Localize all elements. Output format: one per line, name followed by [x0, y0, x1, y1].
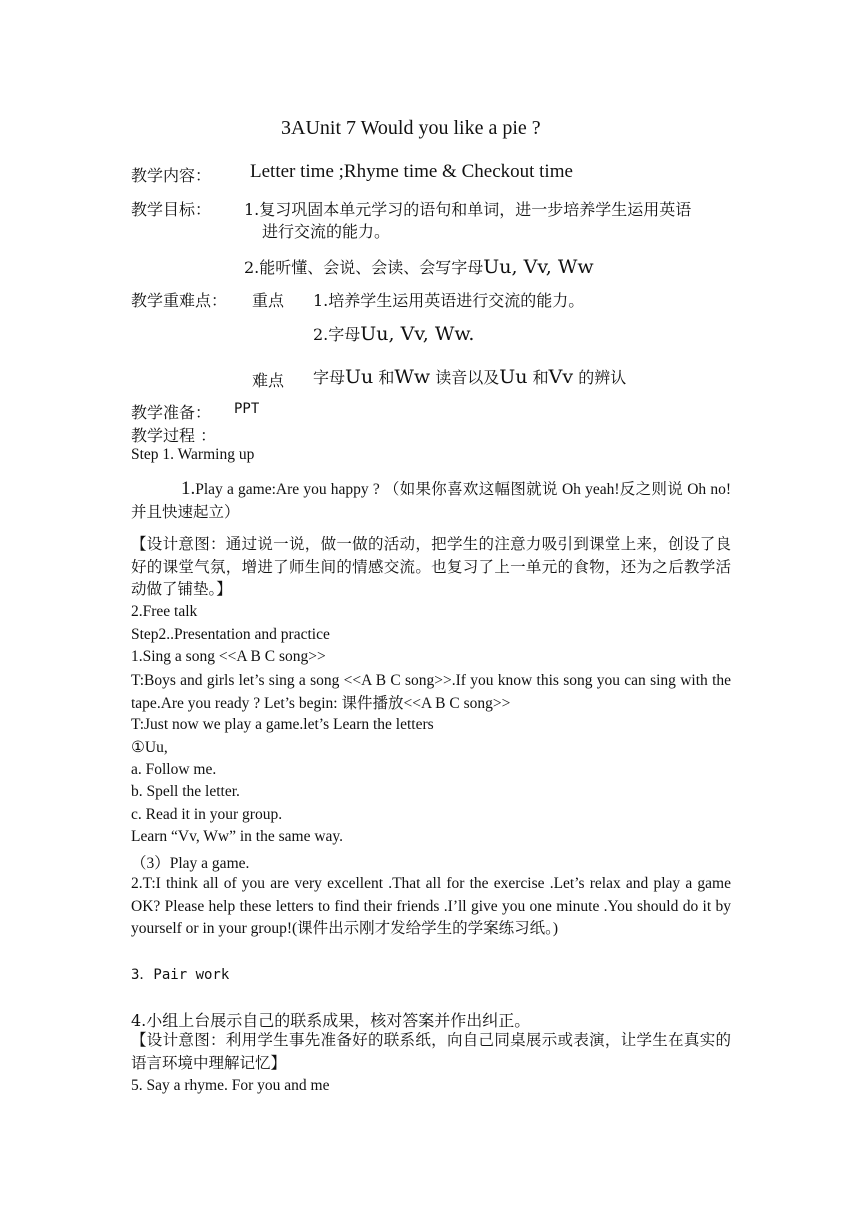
goal-1-text: 复习巩固本单元学习的语句和单词，进一步培养学生运用英语	[259, 200, 692, 219]
goal-2	[244, 255, 594, 278]
difficult-vv: Vv	[548, 366, 574, 388]
game-text: Play a game:Are you happy ? （如果你喜欢这幅图就说 Oh yeah!反之则说 Oh no!并且快速起立）	[131, 481, 731, 521]
sing-song: 1.Sing a song <<A B C song>>	[131, 648, 326, 665]
content-label: 教学内容：	[131, 166, 212, 185]
difficult-text-3: 读音以及	[435, 368, 500, 387]
goal-1-number: 1.	[244, 200, 260, 219]
teacher-boys-girls: T:Boys and girls let’s sing a song <<A B C song>>.If you know this song you can sing with the tape.Are you ready ? Let’s begin: 课件播放<<A B C song>>	[131, 672, 731, 712]
key-point-label: 重点	[252, 291, 285, 310]
play-game-3: （3）Play a game.	[131, 855, 250, 872]
document-title: 3AUnit 7 Would you like a pie ?	[281, 117, 541, 139]
design-note-2: 【设计意图：利用学生事先准备好的联系纸，向自己同桌展示或表演，让学生在真实的语言环境中理解记忆】	[131, 1032, 731, 1072]
key-point-2-letters: Uu, Vv, Ww.	[360, 323, 475, 345]
goal-2-text: 能听懂、会说、会读、会写字母	[259, 258, 484, 277]
game-paragraph	[131, 478, 731, 524]
key-point-1: 1.培养学生运用英语进行交流的能力。	[313, 291, 585, 310]
difficult-ww: Ww	[394, 366, 431, 388]
difficult-text-1: 字母	[313, 368, 346, 387]
teacher-just-now: T:Just now we play a game.let’s Learn the letters	[131, 716, 434, 733]
content-value: Letter time ;Rhyme time & Checkout time	[250, 161, 573, 182]
design-note-1: 【设计意图：通过说一说，做一做的活动，把学生的注意力吸引到课堂上来，创设了良好的课堂气氛，增进了师生间的情感交流。也复习了上一单元的食物，还为之后教学活动做了铺垫。】	[131, 536, 731, 598]
prep-value: PPT	[234, 401, 260, 417]
process-label: 教学过程 ：	[131, 426, 217, 445]
key-point-2-prefix: 2.字母	[313, 325, 361, 344]
step-1-heading: Step 1. Warming up	[131, 446, 255, 463]
difficult-point	[313, 365, 626, 388]
say-rhyme: 5. Say a rhyme. For you and me	[131, 1077, 330, 1094]
goal-label: 教学目标：	[131, 200, 212, 219]
difficult-uu-2: Uu	[499, 366, 528, 388]
goal-1	[244, 197, 691, 220]
step-2-heading: Step2..Presentation and practice	[131, 626, 330, 643]
difficult-label: 难点	[252, 371, 285, 390]
prep-label: 教学准备：	[131, 403, 212, 422]
difficult-text-5: 的辨认	[578, 368, 627, 387]
difficult-text-2: 和	[378, 368, 395, 387]
follow-me: a. Follow me.	[131, 761, 217, 778]
difficult-text-4: 和	[532, 368, 549, 387]
pair-work: 3．Pair work	[131, 967, 230, 983]
read-group: c. Read it in your group.	[131, 806, 283, 823]
goal-1-continuation: 进行交流的能力。	[262, 222, 391, 241]
teacher-think: 2.T:I think all of you are very excellent .That all for the exercise .Let’s relax and play a game OK? Please help these letters to find their friends .I’ll give you one minute .You should do it by yourself or in your group!(课件出示刚才发给学生的学案练习纸。)	[131, 875, 731, 937]
letter-uu: ①Uu,	[131, 739, 168, 756]
game-number: 1.	[181, 478, 196, 499]
learn-same-way: Learn “Vv, Ww” in the same way.	[131, 828, 344, 845]
free-talk: 2.Free talk	[131, 603, 198, 620]
goal-2-letters: Uu, Vv, Ww	[483, 256, 594, 278]
group-show: 4.小组上台展示自己的联系成果，核对答案并作出纠正。	[131, 1011, 531, 1030]
spell-letter: b. Spell the letter.	[131, 783, 240, 800]
key-point-2	[313, 322, 474, 345]
key-label: 教学重难点：	[131, 291, 228, 310]
goal-2-number: 2.	[244, 258, 260, 277]
difficult-uu: Uu	[345, 366, 374, 388]
